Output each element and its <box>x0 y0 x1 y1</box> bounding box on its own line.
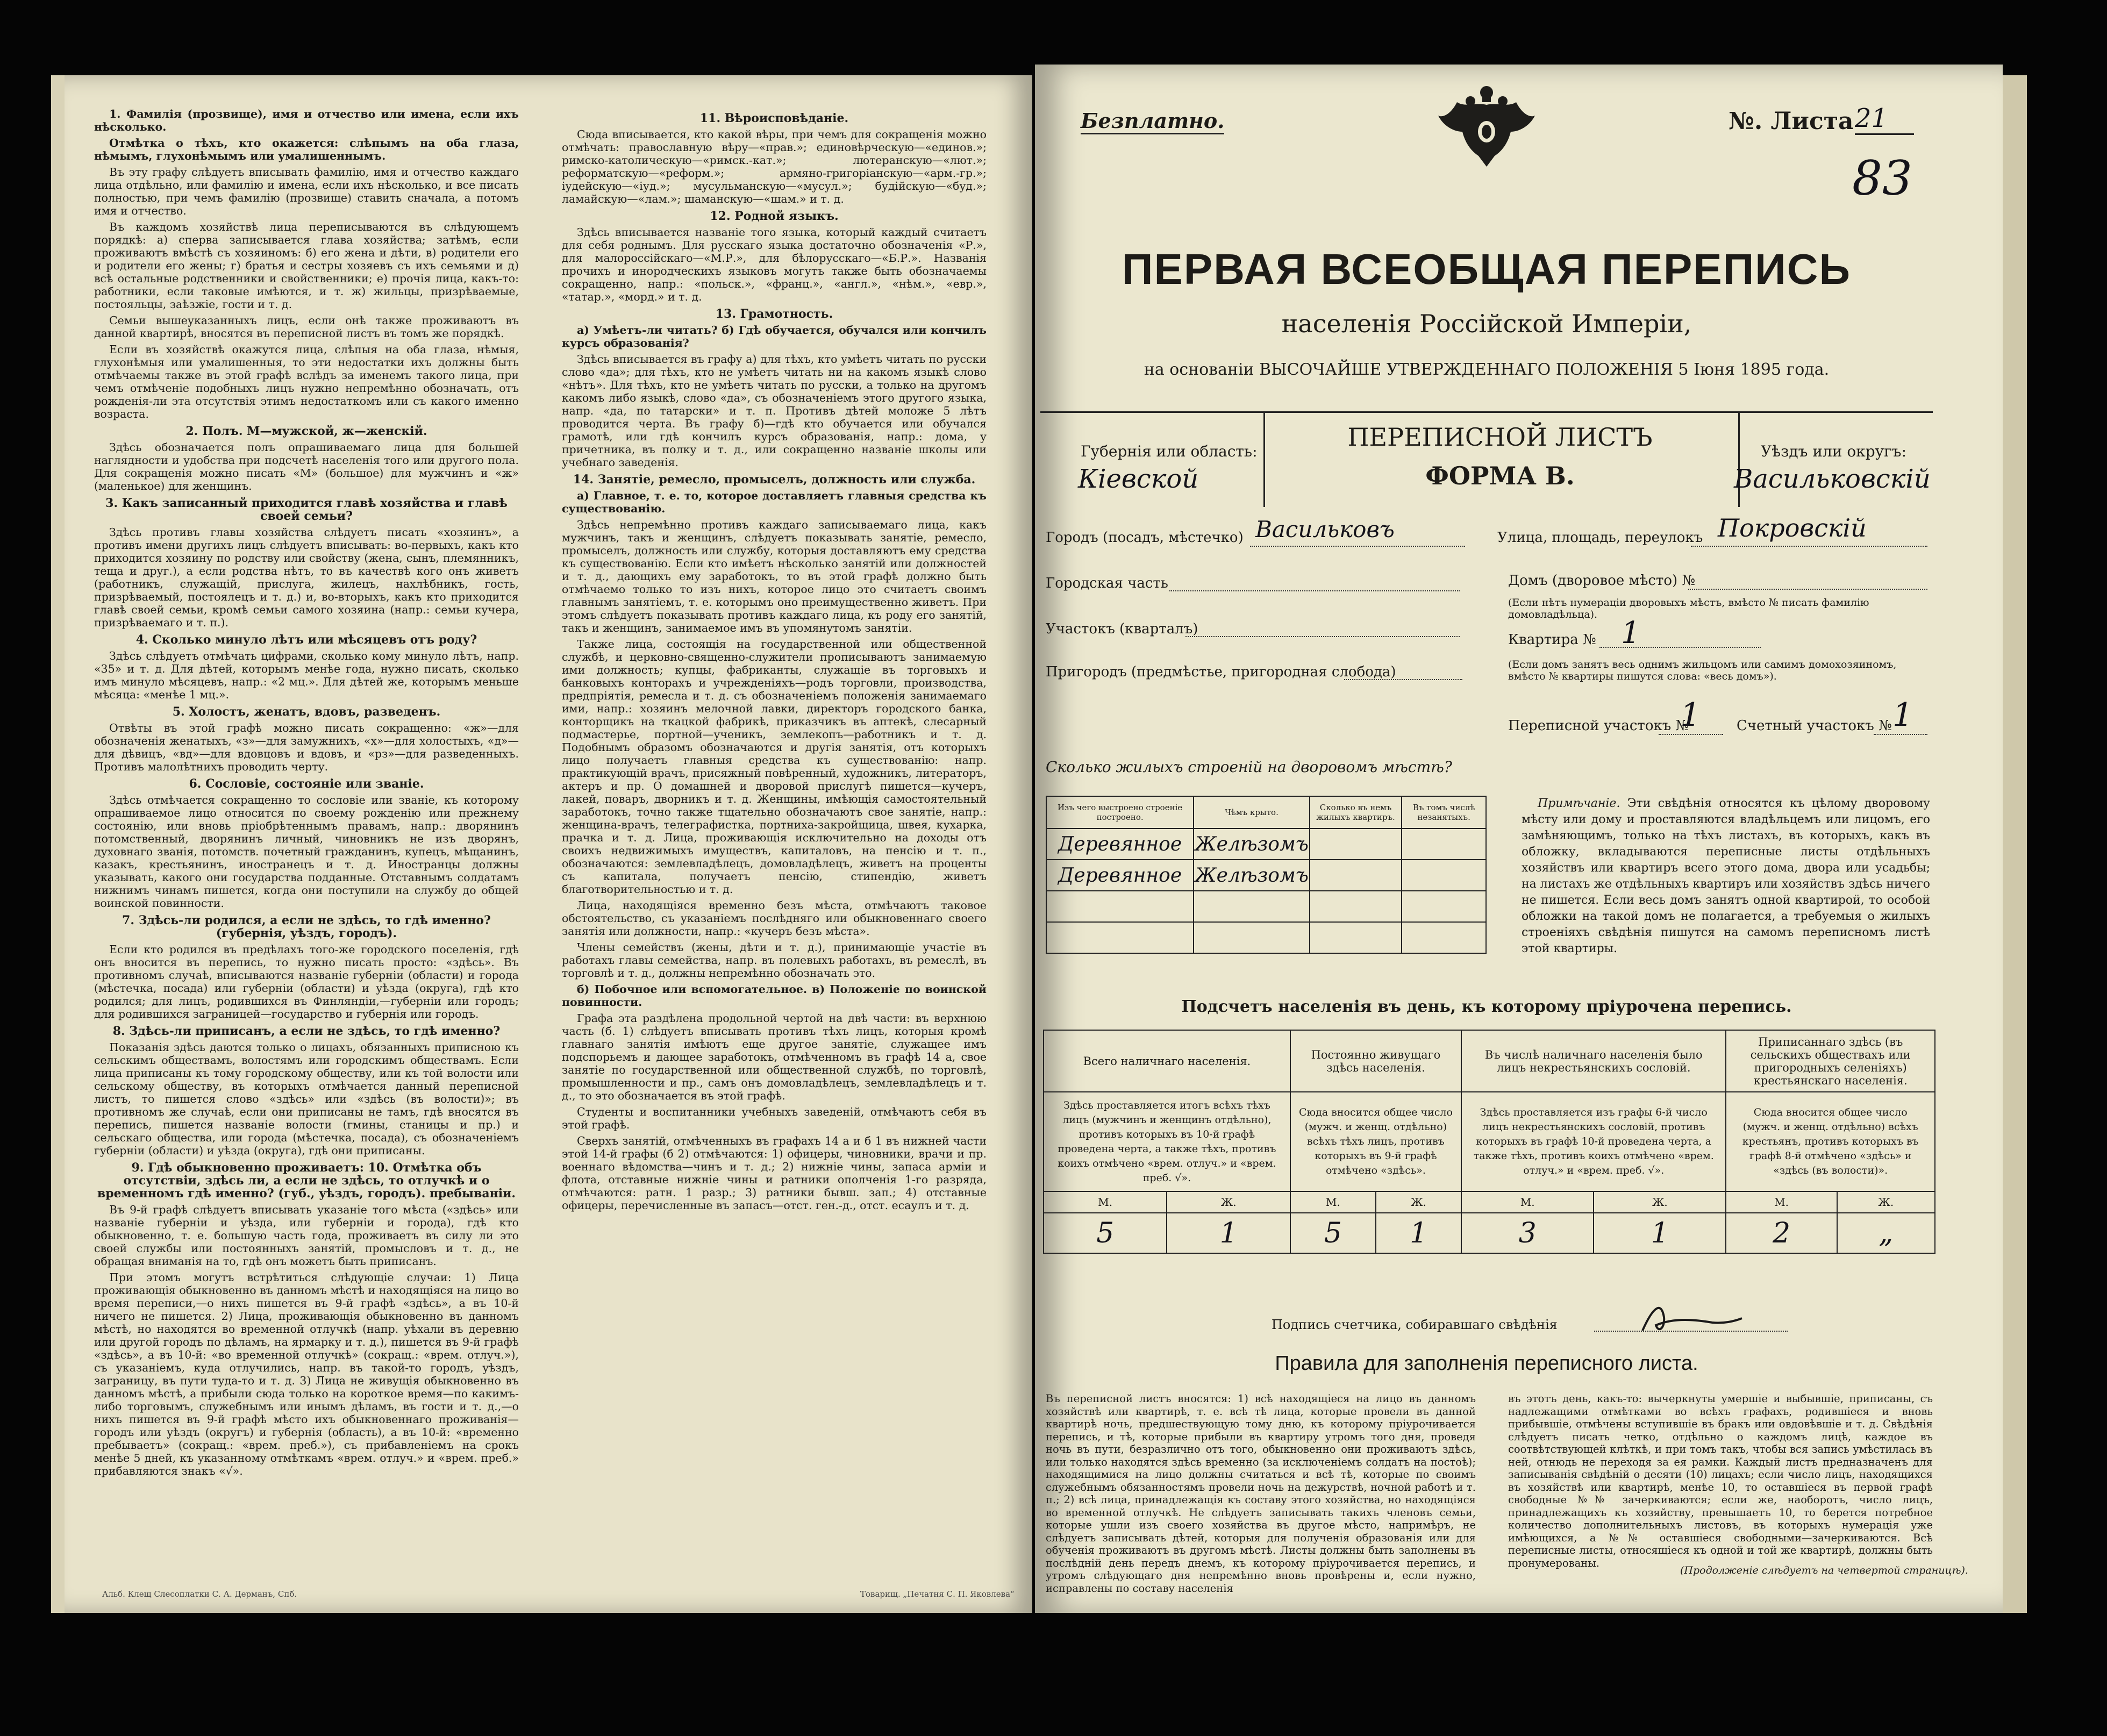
city-label: Городъ (посадъ, мѣстечко) <box>1046 530 1244 546</box>
count-header-cell: Всего наличнаго населенія. <box>1044 1030 1290 1092</box>
instruction-paragraph: Здѣсь вписывается названіе того языка, который каждый считаетъ для себя роднымъ. Для русскаго языка достаточно обозначенія «Р.», для малороссійскаго—«М.Р.», для бѣлорусскаго—«Б.Р.». Названія прочихъ и инородческихъ языковъ могутъ также быть обозначаемы сокращенно, напр.: «польск.», «франц.», «англ.», «нѣм.», «евр.», «татар.», «морд.» и т. д. <box>562 226 987 303</box>
count-value-cell: 3 <box>1461 1213 1594 1253</box>
instruction-paragraph: Сюда вписывается, кто какой вѣры, при чемъ для сокращенія можно отмѣчать: православную вѣру—«прав.»; единовѣрческую—«единов.»; римско-католическую—«римск.-кат.»; лютеранскую—«лют.»; реформатскую—«реформ.»; армяно-григоріанскую—«арм.-гр.»; іудейскую—«іуд.»; мусульманскую—«мусул.»; будійскую—«буд.»; ламайскую—«лам.»; шаманскую—«шам.» и т. д. <box>562 128 987 205</box>
section-heading: 8. Здѣсь-ли приписанъ, а если не здѣсь, то гдѣ именно? <box>112 1024 501 1038</box>
count-value-cell: 5 <box>1290 1213 1376 1253</box>
census-subtitle: населенія Россійской Имперіи, <box>1281 309 1692 338</box>
instruction-paragraph: б) Побочное или вспомогательное. в) Положеніе по воинской повинности. <box>562 983 987 1009</box>
note-block <box>1522 796 1930 957</box>
district-label: Уѣздъ или округъ: <box>1761 442 1907 460</box>
census-precinct-line <box>1659 734 1723 735</box>
count-description-cell: Здѣсь проставляется изъ графы 6-й число лицъ некрестьянскихъ сословій, противъ которыхъ въ графѣ 10-й проведена черта, а также тѣхъ, противъ коихъ отмѣчено «врем. отлуч.» и «врем. преб. √». <box>1461 1092 1726 1191</box>
instructions-column-1 <box>94 108 519 1559</box>
buildings-cell <box>1310 828 1402 860</box>
instruction-paragraph: Въ каждомъ хозяйствѣ лица переписываются въ слѣдующемъ порядкѣ: а) сперва записывается глава хозяйства; затѣмъ, если проживаютъ вмѣстѣ съ хозяиномъ: б) его жена и дѣти, в) родители его и родители его жены; г) братья и сестры хозяевъ съ ихъ семьями и д) всѣ остальные родственники и свойственники; е) прочія лица, какъ-то: работники, если таковые имѣются, и т. ж) жильцы, призрѣваемые, постояльцы, заѣзжіе, гости и т. д. <box>94 220 519 311</box>
archive-page-number: 83 <box>1852 151 1912 206</box>
census-precinct-label: Переписной участокъ № <box>1508 718 1689 734</box>
street-line <box>1691 546 1927 547</box>
apartment-value: 1 <box>1621 616 1640 651</box>
count-value-cell: 2 <box>1726 1213 1837 1253</box>
female-column-label: Ж. <box>1167 1191 1290 1213</box>
section-heading: 14. Занятіе, ремесло, промыселъ, должность или служба. <box>573 473 976 487</box>
street-label: Улица, площадь, переулокъ <box>1497 530 1703 546</box>
male-column-label: М. <box>1461 1191 1594 1213</box>
city-part-label: Городская часть <box>1046 575 1168 591</box>
suburb-line <box>1344 679 1462 680</box>
right-footer-imprint: Товарищ. „Печатня С. П. Яковлева“ <box>860 1589 1015 1599</box>
population-count-table <box>1043 1030 1935 1254</box>
instruction-paragraph: Здѣсь отмѣчается сокращенно то сословіе или званіе, къ которому опрашиваемое лицо относится по своему рожденію или прежнему состоянію, или вновь пріобрѣтеннымъ правамъ, напр.: дворянинъ потомственный, дворянинъ личный, чиновникъ не изъ дворянъ, духовнаго званія, потомств. почетный гражданинъ, купецъ, мѣщанинъ, казакъ, крестьянинъ, иностранецъ и т. д. Иностранцы должны указывать, какого они государства подданные. Отставнымъ солдатамъ нижнимъ чинамъ пишется, когда они поступили на службу до общей воинской повинности. <box>94 794 519 910</box>
count-value-cell: 5 <box>1044 1213 1167 1253</box>
legal-basis: на основаніи ВЫСОЧАЙШЕ УТВЕРЖДЕННАГО ПОЛОЖЕНІЯ 5 Іюня 1895 года. <box>1144 360 1830 379</box>
precinct-line <box>1185 636 1460 637</box>
city-value: Васильковъ <box>1255 516 1395 542</box>
buildings-row <box>1046 828 1486 860</box>
apartment-note: (Если домъ занятъ весь однимъ жильцомъ или самимъ домохозяиномъ, вмѣсто № квартиры пишутся слова: «весь домъ»). <box>1508 659 1897 682</box>
buildings-cell <box>1402 891 1486 922</box>
count-value-cell: 1 <box>1376 1213 1461 1253</box>
instruction-paragraph: Члены семействъ (жены, дѣти и т. д.), принимающіе участіе въ работахъ главы семейства, напр. въ полевыхъ работахъ, въ ремеслѣ, въ торговлѣ и т. д., должны непремѣнно обозначать это. <box>562 941 987 980</box>
buildings-cell <box>1194 922 1310 953</box>
section-heading: 4. Сколько минуло лѣтъ или мѣсяцевъ отъ роду? <box>135 633 477 647</box>
rules-column-left: Въ переписной листъ вносятся: 1) всѣ находящіеся на лицо въ данномъ хозяйствѣ или квартирѣ, т. е. всѣ тѣ лица, которые провели въ данной квартирѣ ночь, предшествующую тому дню, къ которому пріурочивается перепись, и тѣ, которые прибыли въ квартиру утромъ того дня, проведя ночь въ пути, безразлично отъ того, обыкновенно они проживаютъ здѣсь, или только находятся здѣсь временно (за исключеніемъ солдатъ на постоѣ); находящимися на лицо должны считаться и всѣ тѣ, которые по своимъ служебнымъ обязанностямъ провели ночь на дежурствѣ, ночной работѣ и т. п.; 2) всѣ лица, принадлежащія къ составу этого хозяйства, но находящіяся во временной отлучкѣ. Не слѣдуетъ записывать такихъ членовъ семьи, которые ушли изъ своего хозяйства въ другое мѣсто, напримѣръ, не слѣдуетъ записывать дѣтей, которыя для полученія образованія или для обученія проживаютъ въ другомъ мѣстѣ. Листы должны быть заполнены въ послѣдній день передъ днемъ, къ которому пріурочивается перепись, и утромъ слѣдующаго дня непремѣнно вновь провѣрены и, если нужно, исправлены по составу населенія <box>1046 1392 1476 1595</box>
house-line <box>1688 589 1927 590</box>
instruction-paragraph: Показанія здѣсь даются только о лицахъ, обязанныхъ приписною къ сельскимъ обществамъ, волостямъ или городскимъ обществамъ. Если лица приписаны къ тому городскому обществу, или къ той волости или сельскому обществу, въ которыхъ отмѣчается данный переписной листъ, то пишется слово «здѣсь» или «здѣсь (въ волости)»; въ противномъ же случаѣ, если они приписаны не тамъ, гдѣ вносятся въ перепись, пишется названіе волости (гмины, станицы и пр.) и сельскаго общества, или города (мѣстечка, посада), съ обозначеніемъ губерніи (области) и уѣзда (округа), гдѣ они приписаны. <box>94 1041 519 1157</box>
buildings-cell <box>1310 922 1402 953</box>
section-heading: 12. Родной языкъ. <box>710 209 839 223</box>
note-text: Эти свѣдѣнія относятся къ цѣлому дворовому мѣсту или дому и проставляются владѣльцемъ или лицомъ, его замѣняющимъ, только на тѣхъ листахъ, въ которыхъ, какъ въ обложку, вкладываются переписные листы отдѣльныхъ хозяйствъ или квартиръ всего этого дома, двора или усадьбы; на листахъ же отдѣльныхъ квартиръ или хозяйствъ здѣсь ничего не пишется. Если весь домъ занятъ одной квартирой, то особой обложки на такой домъ не полагается, а требуемыя о жилыхъ строеніяхъ свѣдѣнія пишутся на самомъ переписномъ листѣ этой квартиры. <box>1522 797 1930 955</box>
female-column-label: Ж. <box>1837 1191 1935 1213</box>
buildings-row-empty <box>1046 922 1486 953</box>
city-part-line <box>1169 590 1460 591</box>
city-line <box>1250 546 1465 547</box>
count-description-cell: Здѣсь проставляется итогъ всѣхъ тѣхъ лицъ (мужчинъ и женщинъ отдѣльно), противъ которыхъ въ 10-й графѣ проведена черта, а также тѣхъ, противъ коихъ отмѣчено «врем. отлуч.» и «врем. преб. √». <box>1044 1092 1290 1191</box>
male-column-label: М. <box>1726 1191 1837 1213</box>
precinct-label: Участокъ (кварталъ) <box>1046 621 1198 637</box>
buildings-cell <box>1046 922 1194 953</box>
female-column-label: Ж. <box>1594 1191 1726 1213</box>
instruction-paragraph: 1. Фамилія (прозвище), имя и отчество или имена, если ихъ нѣсколько. <box>94 108 519 133</box>
count-description-cell: Сюда вносится общее число (мужч. и женщ. отдѣльно) всѣхъ тѣхъ лицъ, противъ которыхъ въ 9-й графѣ отмѣчено «здѣсь». <box>1290 1092 1461 1191</box>
counter-signature <box>1632 1296 1750 1339</box>
section-heading: 5. Холостъ, женатъ, вдовъ, разведенъ. <box>172 705 441 719</box>
buildings-cell: Деревянное <box>1046 828 1194 860</box>
instruction-paragraph: Сверхъ занятій, отмѣченныхъ въ графахъ 14 а и б 1 въ нижней части этой 14-й графы (б 2) отмѣчаются: 1) офицеры, чиновники, врачи и пр. военнаго вѣдомства—чинъ и т. д.; 2) нижніе чины, запаса армiи и флота, отставные нижніе чины и ратники ополченія 1-го разряда, отмѣчаются: ратн. 1 разр.; 3) ратники бывш. зап.; 4) отставные офицеры, перечисленные въ запасъ—отст. ген.-д., отст. есаулъ и т. д. <box>562 1134 987 1212</box>
district-value: Васильковскій <box>1734 464 1931 494</box>
buildings-cell <box>1310 891 1402 922</box>
count-header-cell: Въ числѣ наличнаго населенія было лицъ некрестьянскихъ сословій. <box>1461 1030 1726 1092</box>
instruction-paragraph: Здѣсь вписывается въ графу а) для тѣхъ, кто умѣетъ читать по русски слово «да»; для тѣхъ, кто не умѣетъ читать ни на какомъ языкѣ слово «нѣтъ». Для тѣхъ, кто не умѣетъ читать по русски, а только на другомъ какомъ либо языкѣ, слово «да», съ обозначеніемъ этого другого языка, напр. «да, по татарски» и т. п. Противъ дѣтей моложе 5 лѣтъ проводится черта. Въ графу б)—гдѣ кто обучается или обучался грамотѣ, или гдѣ кончилъ курсъ образованія, напр.: дома, у причетника, въ полку и т. д., или сокращенно названіе школы или учебнаго заведенія. <box>562 353 987 469</box>
instruction-paragraph: Въ эту графу слѣдуетъ вписывать фамилію, имя и отчество каждаго лица отдѣльно, или фамилію и имена, если ихъ нѣсколько, и все писать полностью, при чемъ фамилію (прозвище) ставить сначала, а потомъ имя и отчество. <box>94 166 519 217</box>
instruction-paragraph: Здѣсь слѣдуетъ отмѣчать цифрами, сколько кому минуло лѣтъ, напр. «35» и т. д. Для дѣтей, которымъ менѣе года, нужно писать, сколько имъ минуло мѣсяцевъ, напр.: «2 мц.». Для дѣтей же, которымъ меньше мѣсяца: «менѣе 1 мц.». <box>94 649 519 701</box>
instruction-paragraph: Лица, находящіяся временно безъ мѣста, отмѣчаютъ таковое обстоятельство, съ указаніемъ послѣдняго или обыкновеннаго своего занятія или должности, напр.: «кучеръ безъ мѣста». <box>562 899 987 938</box>
count-header-cell: Приписаннаго здѣсь (въ сельскихъ обществахъ или пригородныхъ селеніяхъ) крестьянскаго населенія. <box>1726 1030 1935 1092</box>
count-title: Подсчетъ населенія въ день, къ которому пріурочена перепись. <box>1181 997 1792 1016</box>
count-header-cell: Постоянно живущаго здѣсь населенія. <box>1290 1030 1461 1092</box>
buildings-cell <box>1194 891 1310 922</box>
buildings-cell: Деревянное <box>1046 860 1194 891</box>
free-label: Безплатно. <box>1081 109 1224 134</box>
instruction-paragraph: Если кто родился въ предѣлахъ того-же городского поселенія, гдѣ онъ вносится въ перепись, то нужно писать просто: «здѣсь». Въ противномъ случаѣ, вписываются названіе губерніи (области) и города (мѣстечка, посада) или губерніи (области) и уѣзда (округа), гдѣ кто родился; для лицъ, родившихся въ Финляндіи,—губерніи или городъ; для родившихся заграницей—государство и губернія или городъ. <box>94 943 519 1020</box>
left-footer-imprint: Альб. Клещ Слесоплатки С. А. Дерманъ, Спб. <box>102 1589 297 1599</box>
section-heading: 11. Вѣроисповѣданіе. <box>699 111 849 125</box>
continued-note: (Продолженіе слѣдуетъ на четвертой страницѣ). <box>1680 1564 1968 1576</box>
section-heading: 3. Какъ записанный приходится главѣ хозяйства и главѣ своей семьи? <box>105 496 508 523</box>
buildings-header-cell: Чѣмъ крыто. <box>1194 796 1310 828</box>
instruction-paragraph: Также лица, состоящія на государственной или общественной службѣ, и церковно-священно-служители прописываютъ занимаемую ими должность; купцы, фабриканты, служащіе въ торговыхъ и банковыхъ конторахъ и учрежденіяхъ—родъ торговли, производства, предпріятія, ремесла и т. д. съ обозначеніемъ положенія занимаемаго ими, напр.: хозяинъ мелочной лавки, директоръ городского банка, конторщикъ на ткацкой фабрикѣ, приказчикъ въ аптекѣ, слесарный подмастерье, портной—ученикъ, землекопъ—работникъ и т. д. Подобнымъ образомъ обозначаются и другія занятія, отъ которыхъ лицо получаетъ главныя средства къ существованію: напр. практикующій врачъ, присяжный повѣренный, художникъ, литераторъ, актеръ и пр. О домашней и дворовой прислугѣ пишется—кучеръ, лакей, поваръ, дворникъ и т. д. Женщины, имѣющія самостоятельный заработокъ, точно также тщательно обозначаютъ свое занятіе, напр.: женщина-врачъ, телеграфистка, портниха-закройщица, швея, кухарка, прачка и т. д. Лица, проживающія исключительно на доходы отъ своихъ недвижимыхъ имуществъ, капиталовъ, на пенсію и т. п., обозначаются: землевладѣлецъ, домовладѣлецъ, живетъ на проценты съ капитала, получаетъ пенсію, стипендію, живетъ благотворительностью и т. д. <box>562 638 987 896</box>
instruction-paragraph: Здѣсь непремѣнно противъ каждаго записываемаго лица, какъ мужчинъ, такъ и женщинъ, слѣдуетъ показывать занятіе, ремесло, промыселъ, должность или службу, которыя доставляютъ ему средства къ существованію. Если кто имѣетъ нѣсколько занятій или должностей и т. д., дающихъ ему заработокъ, то въ этой графѣ должно быть отмѣчаемо только то изъ нихъ, которое лицо это считаетъ своимъ главнымъ занятіемъ, т. е. которымъ оно преимущественно живетъ. При этомъ слѣдуетъ показывать противъ каждаго лица, къ роду его занятій, такъ и женщинъ, занимаемое имъ въ упомянутомъ занятіи. <box>562 518 987 634</box>
buildings-cell <box>1402 828 1486 860</box>
section-heading: 6. Сословіе, состояніе или званіе. <box>189 777 424 791</box>
buildings-header-cell: Сколько въ немъ жилыхъ квартиръ. <box>1310 796 1402 828</box>
count-value-cell: „ <box>1837 1213 1935 1253</box>
instruction-paragraph: а) Умѣетъ-ли читать? б) Гдѣ обучается, обучался или кончилъ курсъ образованія? <box>562 324 987 349</box>
right-page-census-form <box>1035 65 2003 1613</box>
instruction-paragraph: Если въ хозяйствѣ окажутся лица, слѣпыя на оба глаза, нѣмыя, глухонѣмыя или умалишенныя, то эти недостатки ихъ должны быть отмѣчаемы также въ этой графѣ вслѣдъ за именемъ такого лица, при чемъ отмѣченіе подобныхъ лицъ нужно непремѣнно обозначать, отъ рожденія-ли эта отсутствія этимъ недостаткомъ или съ какого именно возраста. <box>94 343 519 420</box>
buildings-question: Сколько жилыхъ строеній на дворовомъ мѣстѣ? <box>1046 758 1452 776</box>
rules-column-right: въ этотъ день, какъ-то: вычеркнуты умершіе и выбывшіе, приписаны, съ надлежащими отмѣтками во всѣхъ графахъ, родившіеся и вновь прибывшіе, отмѣчены вступившіе въ бракъ или овдовѣвшіе и т. д. Свѣдѣнія слѣдуетъ писать четко, отдѣльно о каждомъ лицѣ, каждое въ соотвѣтствующей клѣткѣ, и при томъ такъ, чтобы вся запись умѣстилась въ ней, отнюдь не переходя за ея рамки. Каждый листъ предназначенъ для записыванія свѣдѣній о десяти (10) лицахъ; если число лицъ, находящихся въ хозяйствѣ или квартирѣ, менѣе 10, то оставшіеся въ первой графѣ свободные №№ зачеркиваются; если же, наоборотъ, число лицъ, принадлежащихъ къ хозяйству, превышаетъ 10, то берется потребное количество дополнительныхъ листовъ, въ которыхъ нумерація уже имѣющихся, а №№ оставшіеся свободными—зачеркиваются. Всѣ переписные листы, относящіеся къ одной и той же квартирѣ, должны быть пронумерованы. <box>1508 1392 1933 1569</box>
instruction-paragraph: Графа эта раздѣлена продольной чертой на двѣ части: въ верхнюю часть (б. 1) слѣдуетъ вписывать противъ тѣхъ лицъ, которыя кромѣ главнаго занятія имѣютъ еще другое занятіе, служащее имъ подспорьемъ и дающее заработокъ, отмѣченномъ въ графѣ 14 а, свое занятіе по государственной или общественной службѣ, по торговлѣ, промышленности и пр., самъ онъ домовладѣлецъ, землевладѣлецъ и т. д., то это обозначается въ этой графѣ. <box>562 1012 987 1102</box>
instruction-paragraph: Здѣсь противъ главы хозяйства слѣдуетъ писать «хозяинъ», а противъ имени другихъ лицъ слѣдуетъ вписывать: во-первыхъ, какъ кто приходится хозяину по родству или свойству (жена, сынъ, племянникъ, теща и друг.), а если родства нѣтъ, то въ качествѣ кого онъ живетъ (работникъ, служащій, прислуга, жилецъ, нахлѣбникъ, гость, призрѣваемый, постоялецъ и т. д.) и, во-вторыхъ, какъ кто приходится главѣ своей семьи, кромѣ семьи самого хозяина (напр.: семьи кучера, призрѣваемаго и т. п.). <box>94 526 519 629</box>
buildings-cell <box>1310 860 1402 891</box>
house-note: (Если нѣтъ нумераціи дворовыхъ мѣстъ, вмѣсто № писать фамилію домовладѣльца). <box>1508 597 1869 620</box>
buildings-header-cell: Въ томъ числѣ незанятыхъ. <box>1402 796 1486 828</box>
buildings-cell: Желѣзомъ <box>1194 860 1310 891</box>
buildings-cell <box>1046 891 1194 922</box>
instruction-paragraph: Семьи вышеуказанныхъ лицъ, если онѣ также проживаютъ въ данной квартирѣ, вносятся въ переписной листъ въ томъ же порядкѣ. <box>94 314 519 340</box>
section-heading: 7. Здѣсь-ли родился, а если не здѣсь, то гдѣ именно? (губернія, уѣздъ, городъ). <box>122 913 491 940</box>
province-value: Кіевской <box>1078 464 1199 494</box>
count-description-cell: Сюда вносится общее число (мужч. и женщ. отдѣльно) всѣхъ крестьянъ, противъ которыхъ въ графѣ 8-й отмѣчено «здѣсь» и «здѣсь (въ волости)». <box>1726 1092 1935 1191</box>
count-value-cell: 1 <box>1167 1213 1290 1253</box>
left-page-instructions <box>65 75 1032 1613</box>
instruction-paragraph: Здѣсь обозначается полъ опрашиваемаго лица для большей наглядности и удобства при подсчетѣ населенія того или другого пола. Для сокращенія можно писать «М» (большое) для мужчинъ и «ж» (маленькое) для женщинъ. <box>94 441 519 492</box>
census-precinct-value: 1 <box>1680 696 1701 734</box>
buildings-row-empty <box>1046 891 1486 922</box>
house-label: Домъ (дворовое мѣсто) № <box>1508 573 1696 589</box>
buildings-header-cell: Изъ чего выстроено строеніе построено. <box>1046 796 1194 828</box>
instruction-paragraph: Отмѣтка о тѣхъ, кто окажется: слѣпымъ на оба глаза, нѣмымъ, глухонѣмымъ или умалишеннымъ. <box>94 137 519 162</box>
suburb-label: Пригородъ (предмѣстье, пригородная слобода) <box>1046 664 1396 680</box>
count-precinct-value: 1 <box>1892 696 1913 734</box>
apartment-label: Квартира № <box>1508 632 1596 648</box>
instruction-paragraph: Въ 9-й графѣ слѣдуетъ вписывать указаніе того мѣста («здѣсь» или названіе губерніи и уѣзда, или губерніи и города), гдѣ кто обыкновенно, т. е. большую часть года, проживаетъ въ силу ли это своей службы или постоянныхъ занятій, промысловъ и т. д., не обращая вниманія на то, гдѣ онъ можетъ быть приписанъ. <box>94 1203 519 1268</box>
note-title: Примѣчаніе. <box>1538 797 1620 810</box>
male-column-label: М. <box>1044 1191 1167 1213</box>
male-column-label: М. <box>1290 1191 1376 1213</box>
sheet-number-label: №. Листа <box>1729 108 1854 135</box>
form-letter: ФОРМА В. <box>1425 461 1575 490</box>
buildings-cell <box>1402 922 1486 953</box>
double-headed-eagle-emblem <box>1433 81 1540 172</box>
province-label: Губернія или область: <box>1081 442 1258 460</box>
count-precinct-label: Счетный участокъ № <box>1737 718 1892 734</box>
instruction-paragraph: Отвѣты въ этой графѣ можно писать сокращенно: «ж»—для обозначенія женатыхъ, «з»—для замужнихъ, «х»—для холостыхъ, «д»—для дѣвицъ, «вд»—для вдовцовъ и вдовъ, и «рз»—для разведенныхъ. Противъ малолѣтнихъ проводить черту. <box>94 721 519 773</box>
form-header-band <box>1040 411 1933 507</box>
count-precinct-line <box>1874 734 1927 735</box>
counter-signature-label: Подпись счетчика, собиравшаго свѣдѣнія <box>1272 1317 1558 1332</box>
instruction-paragraph: При этомъ могутъ встрѣтиться слѣдующіе случаи: 1) Лица проживающія обыкновенно въ данномъ мѣстѣ и находящіяся на лицо во время переписи,—о нихъ пишется въ 9-й графѣ «здѣсь», а въ 10-й ничего не пишется. 2) Лица, проживающія обыкновенно въ данномъ мѣстѣ, но находятся во временной отлучкѣ (напр. уѣхали въ деревню или другой городъ по дѣламъ, на ярмарку и т. д.), пишется въ 9-й графѣ «здѣсь», а въ 10-й: «во временной отлучкѣ» (сокращ.: «врем. отлуч.»), съ указаніемъ, куда отлучились, напр. въ такой-то городъ, уѣздъ, заграницу, въ пути туда-то и т. д. 3) Лица не живущія обыкновенно въ данномъ мѣстѣ, а прибыли сюда только на короткое время—по какимъ-либо торговымъ, служебнымъ или инымъ дѣламъ, въ гости и т. д.,—о нихъ пишется въ 9-й графѣ мѣсто ихъ обыкновеннаго проживанія—городъ или уѣздъ (округъ) и губернія (область), а въ 10-й: «временно пребываетъ» (сокращ.: «врем. преб.»), съ прибавленіемъ на срокъ менѣе 5 дней, къ указанному отмѣткамъ «врем. отлуч.» и «врем. преб.» прибавляются знакъ «√». <box>94 1271 519 1477</box>
buildings-cell <box>1402 860 1486 891</box>
instruction-paragraph: а) Главное, т. е. то, которое доставляетъ главныя средства къ существованію. <box>562 489 987 515</box>
rules-title: Правила для заполненія переписного листа. <box>1275 1352 1698 1375</box>
instructions-column-2 <box>562 108 987 1559</box>
section-heading: 13. Грамотность. <box>715 307 833 321</box>
buildings-row <box>1046 860 1486 891</box>
female-column-label: Ж. <box>1376 1191 1461 1213</box>
section-heading: 9. Гдѣ обыкновенно проживаетъ: 10. Отмѣтка объ отсутствіи, здѣсь ли, а если не здѣсь, то отлучкѣ и о временномъ гдѣ именно? (губ., уѣздъ, городъ). пребываніи. <box>97 1161 516 1201</box>
street-value: Покровскій <box>1718 513 1867 542</box>
sheet-number-value: 21 <box>1855 103 1914 135</box>
buildings-cell: Желѣзомъ <box>1194 828 1310 860</box>
instruction-paragraph: Студенты и воспитанники учебныхъ заведеній, отмѣчаютъ себя въ этой графѣ. <box>562 1105 987 1131</box>
section-heading: 2. Полъ. М—мужской, ж—женскій. <box>185 424 427 438</box>
form-title: ПЕРЕПИСНОЙ ЛИСТЪ <box>1347 423 1653 452</box>
census-title: ПЕРВАЯ ВСЕОБЩАЯ ПЕРЕПИСЬ <box>1122 245 1851 293</box>
buildings-table <box>1046 796 1487 954</box>
count-value-cell: 1 <box>1594 1213 1726 1253</box>
